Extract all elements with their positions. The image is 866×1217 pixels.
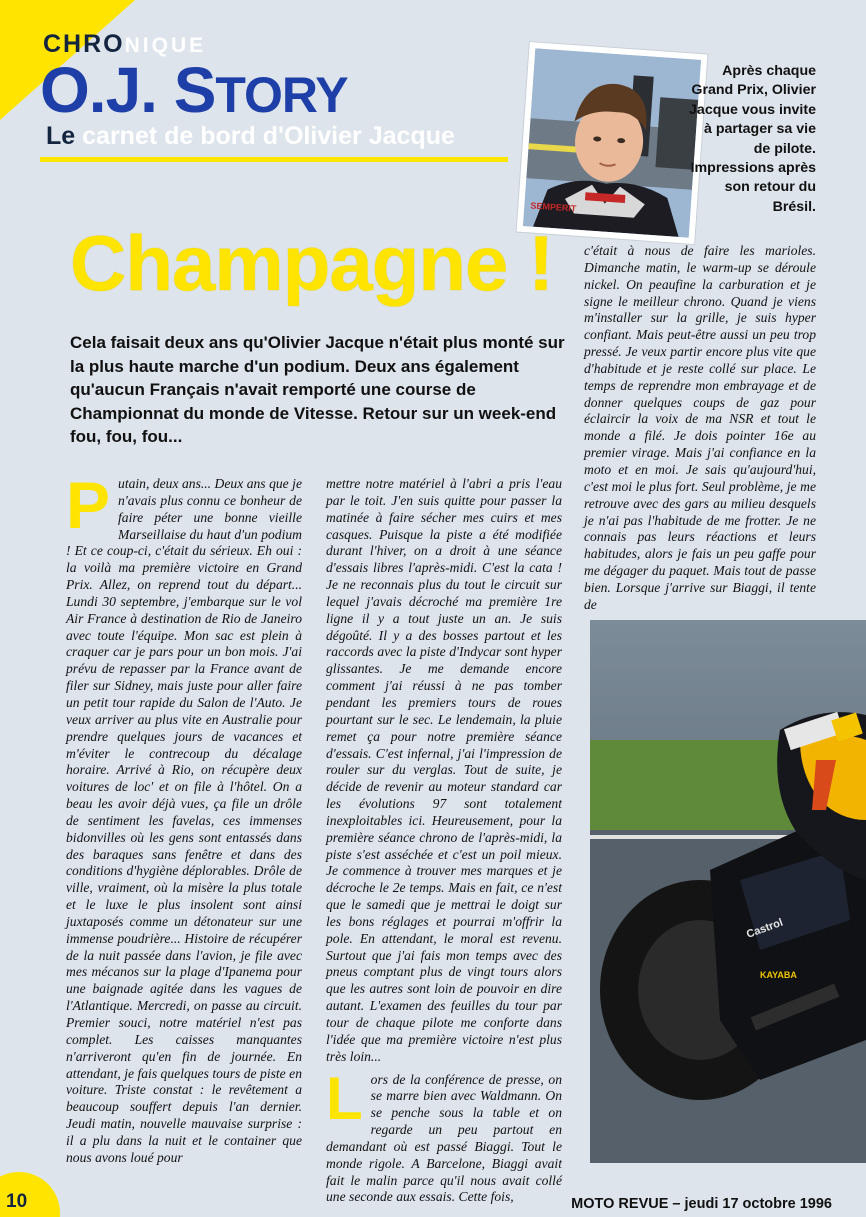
motorcycle-photo [590, 620, 866, 1163]
portrait-illustration [523, 48, 701, 237]
column-title [40, 54, 348, 127]
portrait-photo-frame [517, 42, 708, 244]
portrait-photo [523, 48, 701, 237]
column-3-text: c'était à nous de faire les marioles. Dimanche matin, le warm-up se déroule nickel. On peaufine la carburation et je signe le meilleur chrono. Quand je viens m'installer sur la grille, je suis hyper confiant. Mais peut-être aussi un peu trop pressé. Je veux partir encore plus vite que d'habitude et je reste collé sur place. Le temps de reprendre mon embrayage et de donner quelques coups de gaz pour éclaircir la voix de ma NSR et tout le monde a filé. Je dois pointer 16e au premier virage. Mais j'ai confiance en la moto et en moi. Je sais qu'aujourd'hui, c'est moi le plus fort. Seul problème, je me retrouve avec des gars au milieu desquels je n'ai pas l'habitude de me frotter. Je ne connais pas leurs réactions et leurs habitudes, alors je fais un peu gaffe pour me dégager du paquet. Mais tout de passe bien. Lorsque j'arrive sur Biaggi, il tente de [584, 243, 816, 612]
dropcap-l: L [326, 1064, 363, 1132]
body-column-1 [66, 468, 302, 1167]
column-2-text: mettre notre matériel à l'abri a pris l'eau par le toit. J'en suis quitte pour passer la matinée à faire sécher mes cuirs et mes casques. Puisque la piste a été modifiée durant l'hiver, on a droit à une séance d'essais libres l'après-midi. C'est la cata ! Je ne reconnais plus du tout le circuit sur lequel j'avais décroché ma première 1re ligne il y a tout juste un an. Je suis dégoûté. Il y a des bosses partout et les raccords avec la piste d'Indycar sont hyper glissantes. Je me demande encore comment j'ai réussi à ne pas tomber pendant les premiers tours de roues pourtant sur le sec. Le lendemain, la pluie remet ça pour notre première séance d'essais. C'est infernal, j'ai l'impression de rouler sur du verglas. Tout de suite, je décide de revenir au moteur standard car les évolutions 97 sont totalement inexploitables ici. Heureusement, pour la première séance chrono de l'après-midi, la piste s'est asséchée et c'est un poil mieux. Je commence à trouver mes marques et je décroche le 2e temps. Mais en fait, ce n'est que le samedi que je mettrai le doigt sur les bons réglages et pourrai m'offrir la pole. En attendant, le moral est revenu. Surtout que j'ai fais mon temps avec des pneus comptant plus de vingt tours alors que les autres sont loin de pouvoir en dire autant. L'examen des feuilles du tour par tour de chaque pilote me conforte dans l'idée que ma première victoire n'est plus très loin... [326, 476, 562, 1064]
headline: Champagne ! [70, 219, 554, 307]
body-column-2 [326, 476, 562, 1206]
body-column-3 [584, 243, 816, 614]
intro-box: Après chaque Grand Prix, Olivier Jacque vous invite à partager sa vie de pilote. Impressions après son retour du Brésil. [689, 63, 816, 215]
subtitle-le: Le [46, 122, 76, 150]
title-part-b: TORY [215, 67, 348, 123]
dropcap-p: P [66, 468, 111, 542]
rubric-part-b: NIQUE [124, 34, 207, 57]
column-1-text: utain, deux ans... Deux ans que je n'avais plus connu ce bonheur de faire péter une bonne vieille Marseillaise du haut d'un podium ! Et ce coup-ci, c'était du sérieux. Eh oui : la voilà ma première victoire en Grand Prix. Allez, on reprend tout du départ... Lundi 30 septembre, j'embarque sur le vol Air France à destination de Rio de Janeiro avec toute l'équipe. Mon sac est plein à craquer car je pars pour un bon mois. J'ai prévu de repasser par la France avant de filer sur Sidney, mais juste pour aller faire un petit tour rapide du Salon de l'Auto. Je veux arriver au plus vite en Australie pour prendre quelques jours de vacances et m'éviter le contrecoup du décalage horaire. Arrivé à Rio, on récupère deux voitures de loc' et on file à l'hôtel. On a beau les avoir déjà vues, ça file un drôle de sentiment les favelas, ces immenses bidonvilles où les gens sont entassés dans des baraques sans fenêtre et dans des conditions d'hygiène déplorables. Drôle de ville, vraiment, où la misère la plus totale et le luxe le plus insolent sont ainsi juxtaposés comme un détonateur sur une immense poudrière... Histoire de récupérer de la nuit passée dans l'avion, je file avec mes mécanos sur la plage d'Ipanema pour une baignade agitée dans les vagues de l'Atlantique. Mercredi, on passe au circuit. Premier souci, notre matériel n'est pas complet. Les caisses manquantes n'arriveront qu'en fin de journée. En attendant, je fais quelques tours de piste en voiture. Triste constat : le revêtement a beaucoup souffert depuis l'an dernier. Jeudi matin, nouvelle mauvaise surprise : il a plu dans la nuit et le container que nous avons loué pour [66, 476, 302, 1165]
motorcycle-illustration [590, 620, 866, 1163]
page-number: 10 [6, 1191, 28, 1212]
rubric-part-a: CHRO [43, 30, 125, 58]
subtitle-rest: carnet de bord d'Olivier Jacque [75, 122, 455, 150]
publication-footer: MOTO REVUE – jeudi 17 octobre 1996 [571, 1196, 832, 1212]
title-part-a: O.J. S [40, 54, 216, 126]
lead-paragraph: Cela faisait deux ans qu'Olivier Jacque n'était plus monté sur la plus haute marche d'un podium. Deux ans également qu'aucun Français n'avait remporté une course de Championnat du monde de Vitesse. Retour sur un week-end fou, fou, fou... [70, 333, 565, 447]
title-underline [40, 157, 508, 162]
bike-brand-label: KAYABA [760, 970, 797, 980]
bike-sponsor-label: Castrol [744, 916, 785, 941]
column-2b-text: ors de la conférence de presse, on se marre bien avec Waldmann. On se penche sous la table et on regarde un peu partout en demandant où est passé Biaggi. Tout le monde rigole. A Barcelone, Biaggi avait fait le malin parce qu'il nous avait collé une seconde aux essais. Cette fois, [326, 1071, 562, 1205]
column-subtitle [46, 122, 455, 151]
leathers-sponsor-label: SEMPERIT [530, 200, 577, 214]
